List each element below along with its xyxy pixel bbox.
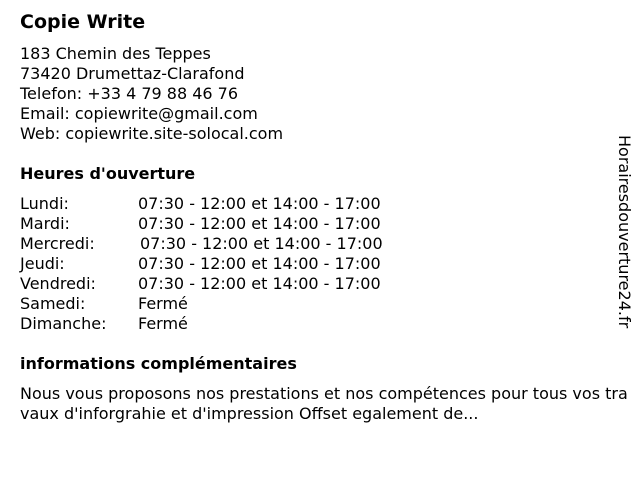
- info-description: Nous vous proposons nos prestations et nos compétences pour tous vos travaux d'inforgrahie et d'impression Offset egalement de...: [20, 384, 628, 423]
- street-address: 183 Chemin des Teppes: [20, 44, 211, 63]
- contact-block: [20, 44, 283, 144]
- day-times: 07:30 - 12:00 et 14:00 - 17:00: [138, 214, 381, 233]
- day-times: 07:30 - 12:00 et 14:00 - 17:00: [138, 274, 381, 293]
- day-label: Samedi:: [20, 294, 86, 313]
- hours-row-dimanche: [20, 314, 440, 334]
- city-address: 73420 Drumettaz-Clarafond: [20, 64, 245, 83]
- info-heading: informations complémentaires: [20, 354, 297, 373]
- day-times: 07:30 - 12:00 et 14:00 - 17:00: [140, 234, 383, 253]
- day-times: Fermé: [138, 294, 188, 313]
- day-label: Mardi:: [20, 214, 70, 233]
- hours-row-mercredi: [20, 234, 440, 254]
- hours-row-mardi: [20, 214, 440, 234]
- hours-row-vendredi: [20, 274, 440, 294]
- day-label: Dimanche:: [20, 314, 107, 333]
- day-label: Mercredi:: [20, 234, 95, 253]
- day-label: Jeudi:: [20, 254, 65, 273]
- side-brand-watermark: Horairesdouverture24.fr: [615, 135, 634, 329]
- web-line: Web: copiewrite.site-solocal.com: [20, 124, 284, 143]
- day-times: Fermé: [138, 314, 188, 333]
- hours-heading: Heures d'ouverture: [20, 164, 196, 183]
- hours-table: [20, 194, 440, 334]
- email-line: Email: copiewrite@gmail.com: [20, 104, 258, 123]
- day-label: Vendredi:: [20, 274, 96, 293]
- hours-row-lundi: [20, 194, 440, 214]
- business-name: Copie Write: [20, 11, 146, 33]
- hours-row-samedi: [20, 294, 440, 314]
- day-label: Lundi:: [20, 194, 69, 213]
- hours-row-jeudi: [20, 254, 440, 274]
- day-times: 07:30 - 12:00 et 14:00 - 17:00: [138, 194, 381, 213]
- day-times: 07:30 - 12:00 et 14:00 - 17:00: [138, 254, 381, 273]
- phone-line: Telefon: +33 4 79 88 46 76: [20, 84, 239, 103]
